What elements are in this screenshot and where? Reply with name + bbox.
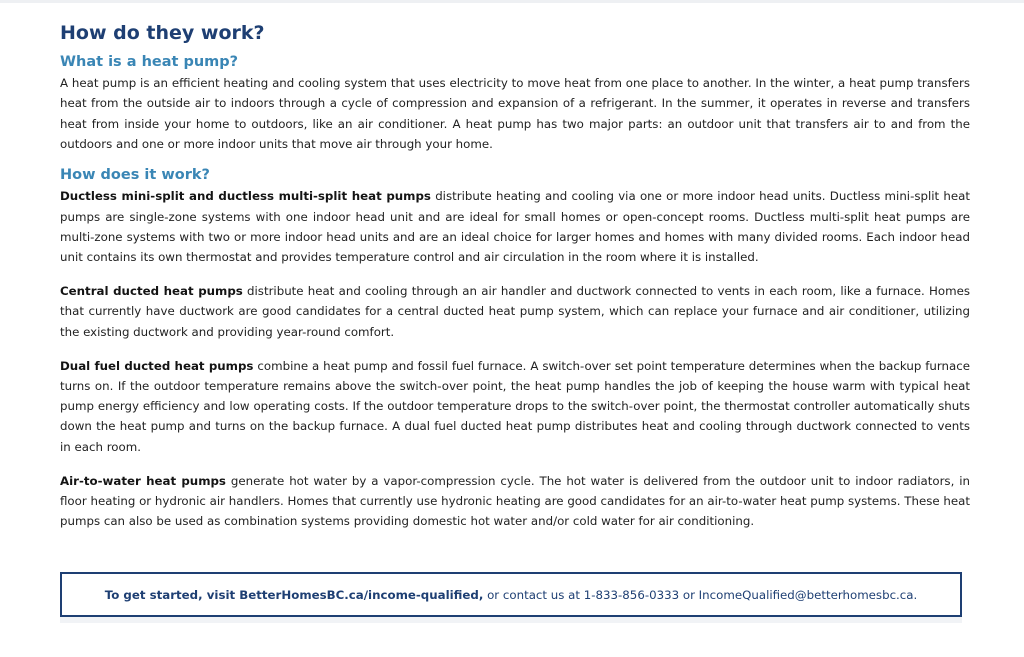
top-divider xyxy=(0,0,1024,3)
paragraph-central-ducted xyxy=(60,281,970,342)
section-heading-how-it-works: How does it work? xyxy=(60,167,210,183)
paragraph-body: distribute heat and cooling through an air handler and ductwork connected to vents in each room, like a furnace. Homes that currently have ductwork are good candidates for a central ducted heat pump system, which can replace your furnace and air conditioner, utilizing the existing ductwork and providing year-round comfort. xyxy=(60,284,970,339)
paragraph-lead: Dual fuel ducted heat pumps xyxy=(60,358,254,373)
document-content xyxy=(60,22,970,545)
page-title: How do they work? xyxy=(60,22,265,44)
paragraph-lead: Air-to-water heat pumps xyxy=(60,473,226,488)
section-heading-what-is: What is a heat pump? xyxy=(60,53,239,70)
paragraph-body: generate hot water by a vapor-compression cycle. The hot water is delivered from the outdoor unit to indoor radiators, in floor heating or hydronic air handlers. Homes that currently use hydronic heating are good candidates for an air-to-water heat pump systems. These heat pumps can also be used as combination systems providing domestic hot water and/or cold water for air conditioning. xyxy=(60,473,970,529)
paragraph-body: A heat pump is an efficient heating and cooling system that uses electricity to move heat from one place to another. In the winter, a heat pump transfers heat from the outside air to indoors through a cycle of compression and expansion of a refrigerant. In the summer, it operates in reverse and transfers heat from inside your home to outdoors, like an air conditioner. A heat pump has two major parts: an outdoor unit that transfers air to and from the outdoors and one or more indoor units that move air through your home. xyxy=(60,76,970,151)
bottom-shadow xyxy=(60,617,962,623)
callout-lead-link[interactable]: To get started, visit BetterHomesBC.ca/income-qualified, xyxy=(104,587,484,602)
paragraph-what-is xyxy=(60,73,970,154)
paragraph-lead: Ductless mini-split and ductless multi-split heat pumps xyxy=(60,189,431,204)
paragraph-dual-fuel xyxy=(60,356,970,457)
paragraph-body: combine a heat pump and fossil fuel furnace. A switch-over set point temperature determines when the backup furnace turns on. If the outdoor temperature remains above the switch-over point, the heat pump handles the job of keeping the house warm with typical heat pump energy efficiency and low operating costs. If the outdoor temperature drops to the switch-over point, the thermostat controller automatically shuts down the heat pump and turns on the backup furnace. A dual fuel ducted heat pump distributes heat and cooling through ductwork connected to vents in each room. xyxy=(60,358,970,454)
paragraph-body: distribute heating and cooling via one or more indoor head units. Ductless mini-split heat pumps are single-zone systems with one indoor head unit and are ideal for small homes or open-concept rooms. Ductless multi-split heat pumps are multi-zone systems with two or more indoor head units and are an ideal choice for larger homes and homes with many divided rooms. Each indoor head unit contains its own thermostat and provides temperature control and air circulation in the room where it is installed. xyxy=(60,189,970,264)
contact-callout-box xyxy=(60,572,962,617)
callout-contact-text: or contact us at 1-833-856-0333 or IncomeQualified@betterhomesbc.ca. xyxy=(483,587,918,602)
paragraph-air-to-water xyxy=(60,471,970,532)
paragraph-lead: Central ducted heat pumps xyxy=(60,284,243,299)
paragraph-ductless xyxy=(60,186,970,267)
